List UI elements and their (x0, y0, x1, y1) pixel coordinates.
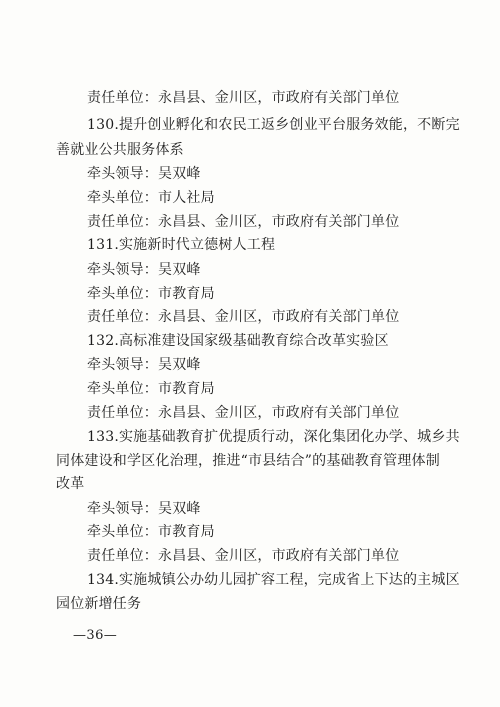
text-line: 牵头单位：市教育局 (87, 286, 215, 302)
text-line: 善就业公共服务体系 (56, 142, 184, 158)
item-heading: 132.高标准建设国家级基础教育综合改革实验区 (87, 333, 389, 349)
item-heading: 134.实施城镇公办幼儿园扩容工程，完成省上下达的主城区 (87, 572, 460, 588)
text-line: 牵头领导：吴双峰 (87, 262, 201, 278)
text-line: 牵头单位：市教育局 (87, 524, 215, 540)
text-line: 改革 (56, 476, 85, 492)
item-heading: 131.实施新时代立德树人工程 (87, 237, 276, 253)
text-line: 责任单位：永昌县、金川区，市政府有关部门单位 (87, 90, 400, 106)
text-line: 园位新增任务 (56, 596, 142, 612)
text-line: 责任单位：永昌县、金川区，市政府有关部门单位 (87, 548, 400, 564)
page-number: —36— (73, 628, 118, 643)
item-heading: 133.实施基础教育扩优提质行动，深化集团化办学、城乡共 (87, 429, 460, 445)
text-line: 牵头领导：吴双峰 (87, 501, 201, 517)
item-heading: 130.提升创业孵化和农民工返乡创业平台服务效能，不断完 (87, 117, 460, 133)
text-line: 牵头领导：吴双峰 (87, 166, 201, 182)
text-line: 牵头领导：吴双峰 (87, 357, 201, 373)
text-line: 责任单位：永昌县、金川区，市政府有关部门单位 (87, 214, 400, 230)
text-line: 责任单位：永昌县、金川区，市政府有关部门单位 (87, 405, 400, 421)
text-line: 牵头单位：市人社局 (87, 190, 215, 206)
text-line: 牵头单位：市教育局 (87, 381, 215, 397)
text-line: 责任单位：永昌县、金川区，市政府有关部门单位 (87, 309, 400, 325)
text-line: 同体建设和学区化治理，推进“市县结合”的基础教育管理体制 (56, 453, 440, 469)
